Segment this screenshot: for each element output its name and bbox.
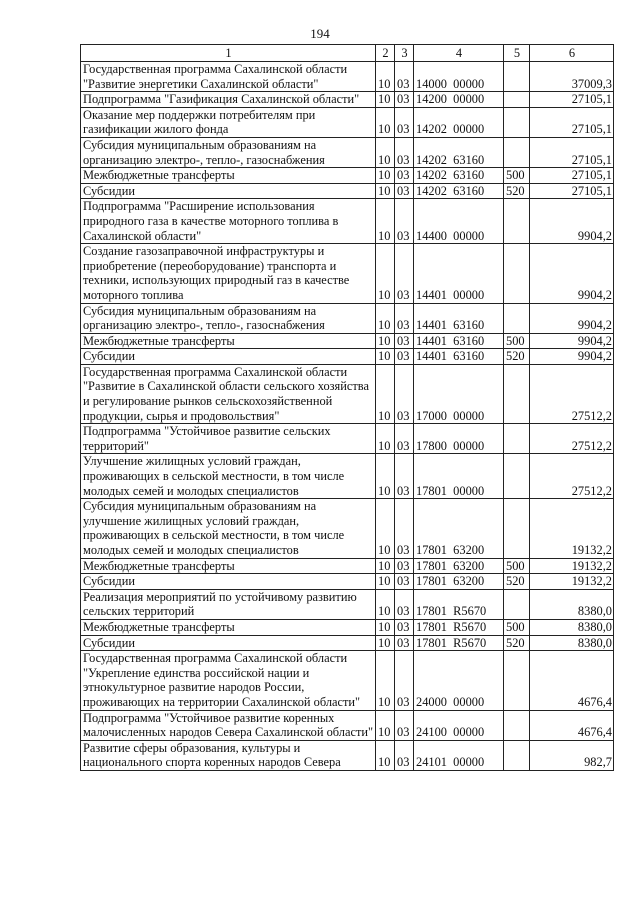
row-amount-cell: 9904,2 (530, 303, 614, 333)
row-amount-cell: 27512,2 (530, 424, 614, 454)
row-name-cell: Межбюджетные трансферты (81, 558, 376, 574)
row-subsection-cell: 03 (395, 454, 414, 499)
row-subsection-cell: 03 (395, 364, 414, 423)
row-subsection-cell: 03 (395, 137, 414, 167)
row-amount-cell: 37009,3 (530, 62, 614, 92)
row-name-cell: Подпрограмма "Газификация Сахалинской области" (81, 92, 376, 108)
row-expense-type-cell (504, 244, 530, 303)
budget-table (80, 44, 614, 771)
row-name-cell: Субсидии (81, 349, 376, 365)
row-name-cell: Субсидии (81, 183, 376, 199)
row-target-article-cell: 17801 R5670 (414, 589, 504, 619)
row-expense-type-cell (504, 303, 530, 333)
row-name-cell: Субсидия муниципальным образованиям на организацию электро-, тепло-, газоснабжения (81, 303, 376, 333)
row-section-cell: 10 (376, 137, 395, 167)
table-row (81, 92, 614, 108)
row-section-cell: 10 (376, 651, 395, 710)
row-name-cell: Оказание мер поддержки потребителям при газификации жилого фонда (81, 107, 376, 137)
row-amount-cell: 27512,2 (530, 454, 614, 499)
row-section-cell: 10 (376, 107, 395, 137)
row-subsection-cell: 03 (395, 168, 414, 184)
row-amount-cell: 9904,2 (530, 349, 614, 365)
table-header-row (81, 45, 614, 62)
header-name: 1 (81, 45, 376, 62)
row-target-article-cell: 14202 63160 (414, 137, 504, 167)
row-expense-type-cell (504, 499, 530, 558)
table-row (81, 349, 614, 365)
row-subsection-cell: 03 (395, 651, 414, 710)
row-name-cell: Подпрограмма "Устойчивое развитие сельских территорий" (81, 424, 376, 454)
row-section-cell: 10 (376, 454, 395, 499)
table-row (81, 499, 614, 558)
row-expense-type-cell (504, 454, 530, 499)
row-subsection-cell: 03 (395, 92, 414, 108)
row-subsection-cell: 03 (395, 710, 414, 740)
row-amount-cell: 4676,4 (530, 651, 614, 710)
row-name-cell: Развитие сферы образования, культуры и национального спорта коренных народов Севера (81, 740, 376, 770)
row-target-article-cell: 17801 R5670 (414, 635, 504, 651)
row-amount-cell: 27105,1 (530, 168, 614, 184)
row-target-article-cell: 17801 00000 (414, 454, 504, 499)
row-amount-cell: 9904,2 (530, 199, 614, 244)
row-name-cell: Реализация мероприятий по устойчивому развитию сельских территорий (81, 589, 376, 619)
row-expense-type-cell: 500 (504, 558, 530, 574)
row-subsection-cell: 03 (395, 349, 414, 365)
row-name-cell: Субсидия муниципальным образованиям на улучшение жилищных условий граждан, проживающих в сельской местности, в том числе молодых семей и молодых специалистов (81, 499, 376, 558)
row-amount-cell: 27512,2 (530, 364, 614, 423)
header-target-article: 4 (414, 45, 504, 62)
row-target-article-cell: 24000 00000 (414, 651, 504, 710)
row-target-article-cell: 17801 R5670 (414, 619, 504, 635)
row-target-article-cell: 14202 63160 (414, 168, 504, 184)
table-row (81, 635, 614, 651)
row-section-cell: 10 (376, 364, 395, 423)
row-amount-cell: 8380,0 (530, 635, 614, 651)
row-subsection-cell: 03 (395, 199, 414, 244)
row-section-cell: 10 (376, 574, 395, 590)
row-name-cell: Государственная программа Сахалинской области "Развитие в Сахалинской области сельского хозяйства и регулирование рынков сельскохозяйственной продукции, сырья и продовольствия" (81, 364, 376, 423)
row-name-cell: Государственная программа Сахалинской области "Развитие энергетики Сахалинской области" (81, 62, 376, 92)
row-amount-cell: 27105,1 (530, 107, 614, 137)
row-section-cell: 10 (376, 183, 395, 199)
row-target-article-cell: 17800 00000 (414, 424, 504, 454)
row-section-cell: 10 (376, 92, 395, 108)
row-target-article-cell: 17000 00000 (414, 364, 504, 423)
table-row (81, 183, 614, 199)
page-number: 194 (310, 26, 330, 41)
table-row (81, 137, 614, 167)
row-subsection-cell: 03 (395, 333, 414, 349)
table-row (81, 168, 614, 184)
row-expense-type-cell: 520 (504, 183, 530, 199)
row-section-cell: 10 (376, 199, 395, 244)
row-section-cell: 10 (376, 635, 395, 651)
row-expense-type-cell (504, 651, 530, 710)
table-row (81, 710, 614, 740)
row-expense-type-cell: 520 (504, 574, 530, 590)
row-amount-cell: 19132,2 (530, 558, 614, 574)
row-expense-type-cell (504, 199, 530, 244)
row-amount-cell: 9904,2 (530, 333, 614, 349)
row-amount-cell: 19132,2 (530, 574, 614, 590)
row-expense-type-cell (504, 710, 530, 740)
row-target-article-cell: 14000 00000 (414, 62, 504, 92)
row-subsection-cell: 03 (395, 635, 414, 651)
row-name-cell: Субсидия муниципальным образованиям на организацию электро-, тепло-, газоснабжения (81, 137, 376, 167)
row-target-article-cell: 24100 00000 (414, 710, 504, 740)
table-row (81, 589, 614, 619)
row-subsection-cell: 03 (395, 499, 414, 558)
row-section-cell: 10 (376, 349, 395, 365)
row-subsection-cell: 03 (395, 558, 414, 574)
row-name-cell: Государственная программа Сахалинской области "Укрепление единства российской нации и этнокультурное развитие народов России, проживающих на территории Сахалинской области" (81, 651, 376, 710)
row-section-cell: 10 (376, 333, 395, 349)
header-amount: 6 (530, 45, 614, 62)
table-row (81, 364, 614, 423)
row-amount-cell: 9904,2 (530, 244, 614, 303)
row-expense-type-cell (504, 424, 530, 454)
row-section-cell: 10 (376, 499, 395, 558)
header-section: 2 (376, 45, 395, 62)
row-subsection-cell: 03 (395, 303, 414, 333)
table-row (81, 454, 614, 499)
row-subsection-cell: 03 (395, 574, 414, 590)
table-row (81, 107, 614, 137)
row-amount-cell: 27105,1 (530, 183, 614, 199)
row-expense-type-cell: 520 (504, 635, 530, 651)
row-amount-cell: 8380,0 (530, 589, 614, 619)
header-expense-type: 5 (504, 45, 530, 62)
row-expense-type-cell (504, 589, 530, 619)
table-row (81, 574, 614, 590)
table-row (81, 303, 614, 333)
row-name-cell: Межбюджетные трансферты (81, 168, 376, 184)
row-section-cell: 10 (376, 619, 395, 635)
row-subsection-cell: 03 (395, 589, 414, 619)
table-row (81, 558, 614, 574)
table-row (81, 619, 614, 635)
row-name-cell: Подпрограмма "Расширение использования природного газа в качестве моторного топлива в Сахалинской области" (81, 199, 376, 244)
row-subsection-cell: 03 (395, 244, 414, 303)
row-amount-cell: 27105,1 (530, 137, 614, 167)
row-section-cell: 10 (376, 303, 395, 333)
row-expense-type-cell (504, 740, 530, 770)
row-name-cell: Улучшение жилищных условий граждан, проживающих в сельской местности, в том числе молодых семей и молодых специалистов (81, 454, 376, 499)
row-target-article-cell: 14401 63160 (414, 333, 504, 349)
row-target-article-cell: 24101 00000 (414, 740, 504, 770)
row-target-article-cell: 14400 00000 (414, 199, 504, 244)
row-section-cell: 10 (376, 589, 395, 619)
table-row (81, 424, 614, 454)
row-subsection-cell: 03 (395, 619, 414, 635)
row-amount-cell: 27105,1 (530, 92, 614, 108)
row-expense-type-cell (504, 92, 530, 108)
row-target-article-cell: 14401 63160 (414, 303, 504, 333)
row-amount-cell: 8380,0 (530, 619, 614, 635)
row-target-article-cell: 17801 63200 (414, 574, 504, 590)
row-amount-cell: 19132,2 (530, 499, 614, 558)
row-section-cell: 10 (376, 424, 395, 454)
row-expense-type-cell (504, 364, 530, 423)
row-subsection-cell: 03 (395, 424, 414, 454)
row-amount-cell: 4676,4 (530, 710, 614, 740)
row-target-article-cell: 17801 63200 (414, 499, 504, 558)
row-target-article-cell: 14401 63160 (414, 349, 504, 365)
table-row (81, 333, 614, 349)
row-expense-type-cell (504, 62, 530, 92)
row-expense-type-cell: 500 (504, 619, 530, 635)
row-amount-cell: 982,7 (530, 740, 614, 770)
row-section-cell: 10 (376, 740, 395, 770)
table-row (81, 244, 614, 303)
row-expense-type-cell: 520 (504, 349, 530, 365)
row-expense-type-cell: 500 (504, 333, 530, 349)
table-row (81, 651, 614, 710)
row-target-article-cell: 14202 63160 (414, 183, 504, 199)
row-section-cell: 10 (376, 558, 395, 574)
header-subsection: 3 (395, 45, 414, 62)
row-expense-type-cell (504, 107, 530, 137)
row-subsection-cell: 03 (395, 740, 414, 770)
row-section-cell: 10 (376, 244, 395, 303)
row-expense-type-cell: 500 (504, 168, 530, 184)
row-subsection-cell: 03 (395, 62, 414, 92)
row-section-cell: 10 (376, 168, 395, 184)
row-name-cell: Создание газозаправочной инфраструктуры и приобретение (переоборудование) транспорта и техники, использующих природный газ в качестве моторного топлива (81, 244, 376, 303)
row-name-cell: Субсидии (81, 635, 376, 651)
row-subsection-cell: 03 (395, 107, 414, 137)
row-name-cell: Субсидии (81, 574, 376, 590)
row-target-article-cell: 14202 00000 (414, 107, 504, 137)
row-expense-type-cell (504, 137, 530, 167)
row-target-article-cell: 14200 00000 (414, 92, 504, 108)
row-name-cell: Подпрограмма "Устойчивое развитие коренных малочисленных народов Севера Сахалинской области" (81, 710, 376, 740)
row-section-cell: 10 (376, 710, 395, 740)
row-name-cell: Межбюджетные трансферты (81, 619, 376, 635)
table-row (81, 740, 614, 770)
row-target-article-cell: 17801 63200 (414, 558, 504, 574)
row-target-article-cell: 14401 00000 (414, 244, 504, 303)
row-name-cell: Межбюджетные трансферты (81, 333, 376, 349)
row-section-cell: 10 (376, 62, 395, 92)
table-row (81, 199, 614, 244)
table-row (81, 62, 614, 92)
row-subsection-cell: 03 (395, 183, 414, 199)
